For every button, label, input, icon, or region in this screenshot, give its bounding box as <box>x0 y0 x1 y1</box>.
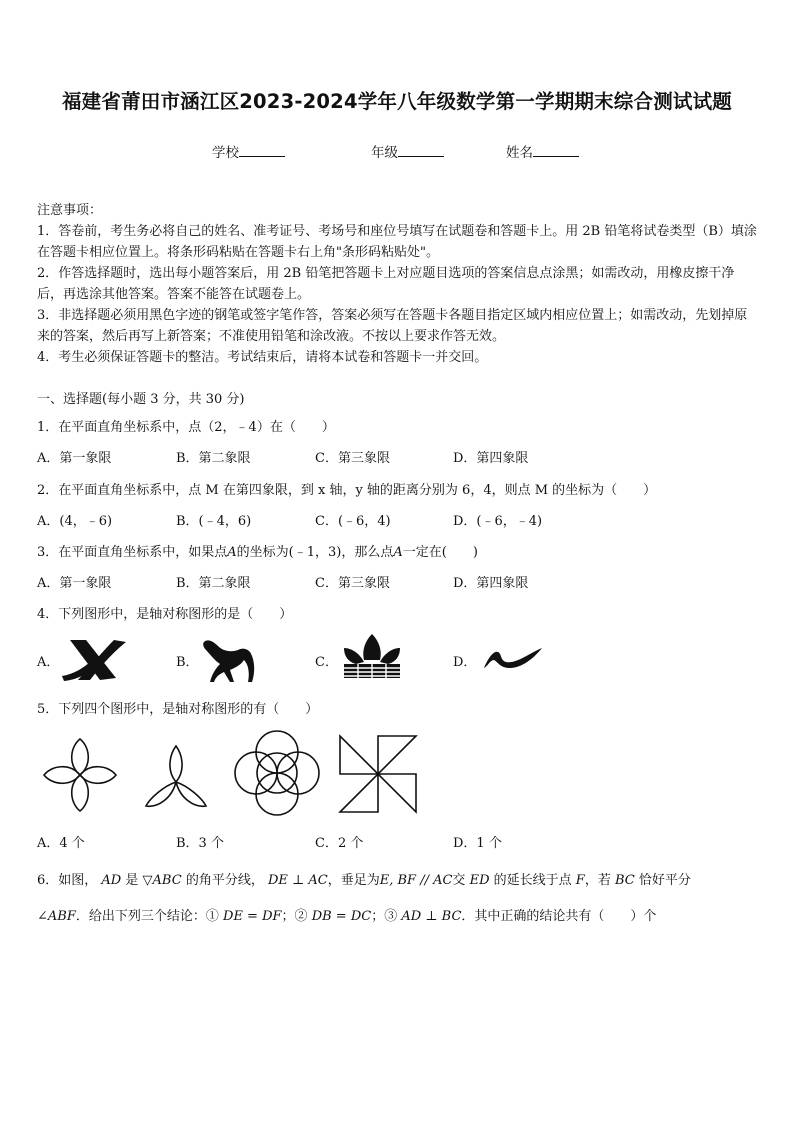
math-expr: F <box>575 873 585 888</box>
section-heading: 一、选择题(每小题 3 分，共 30 分) <box>37 392 245 407</box>
option-c[interactable]: C． <box>315 655 338 670</box>
option-a[interactable]: A．(4，﹣6) <box>37 514 113 529</box>
puma-logo-icon <box>198 636 258 684</box>
name-label: 姓名 <box>506 145 533 161</box>
stem-text: 恰好平分 <box>638 873 691 888</box>
math-expr: DE ⊥ AC <box>267 873 328 888</box>
notice-item: 2．作答选择题时，选出每小题答案后，用 2B 铅笔把答题卡上对应题目选项的答案信息点涂黑；如需改动，用橡皮擦干净后，再选涂其他答案。答案不能答在试题卷上。 <box>37 266 735 302</box>
question-stem <box>37 541 478 560</box>
school-blank[interactable] <box>239 144 285 157</box>
math-expr: DB = DC <box>311 909 372 924</box>
math-var: A <box>227 545 237 560</box>
option-d[interactable]: D．第四象限 <box>453 576 529 591</box>
option-a[interactable]: A．4 个 <box>37 836 85 851</box>
math-expr: ED <box>469 873 490 888</box>
option-c[interactable]: C．2 个 <box>315 836 364 851</box>
stem-text: ；② <box>281 909 308 924</box>
option-b[interactable]: B．3 个 <box>176 836 224 851</box>
option-d[interactable]: D．(﹣6，﹣4) <box>453 514 543 529</box>
option-c[interactable]: C．第三象限 <box>315 576 390 591</box>
stem-text: ．给出下列三个结论：① <box>75 909 219 924</box>
option-a[interactable]: A．第一象限 <box>37 576 112 591</box>
option-c[interactable]: C．(﹣6，4) <box>315 514 391 529</box>
notice-item: 1．答卷前，考生务必将自己的姓名、准考证号、考场号和座位号填写在试题卷和答题卡上。用 2B 铅笔将试卷类型（B）填涂在答题卡相应位置上。将条形码粘贴在答题卡右上角"条形码粘贴处"。 <box>37 224 757 260</box>
li-ning-logo-icon <box>482 644 546 672</box>
exam-title: 福建省莆田市涵江区2023-2024学年八年级数学第一学期期末综合测试试题 <box>61 90 733 113</box>
question-stem: 5．下列四个图形中，是轴对称图形的有（ ） <box>37 702 319 717</box>
math-expr: E, BF // AC <box>379 873 453 888</box>
grade-label: 年级 <box>371 145 398 161</box>
option-c[interactable]: C．第三象限 <box>315 451 390 466</box>
option-b[interactable]: B．第二象限 <box>176 576 251 591</box>
math-expr: ∠ABF <box>37 909 76 924</box>
stem-text: 的延长线于点 <box>493 873 572 888</box>
name-blank[interactable] <box>533 144 579 157</box>
option-b[interactable]: B．第二象限 <box>176 451 251 466</box>
option-b[interactable]: B． <box>176 655 199 670</box>
pinwheel-icon <box>338 734 418 814</box>
option-b[interactable]: B．(﹣4，6) <box>176 514 252 529</box>
option-d[interactable]: D． <box>453 655 477 670</box>
stem-text: 是 <box>125 873 139 888</box>
stem-text: ．其中正确的结论共有（ ）个 <box>461 909 657 924</box>
school-field[interactable] <box>212 141 285 161</box>
stem-text: 一定在( ) <box>402 545 478 560</box>
name-field[interactable] <box>506 141 579 161</box>
stem-text: 的坐标为(﹣1，3)，那么点 <box>236 545 394 560</box>
option-d[interactable]: D．第四象限 <box>453 451 529 466</box>
adidas-trefoil-logo-icon <box>340 632 404 680</box>
stem-text: ，若 <box>584 873 611 888</box>
question-stem: 4．下列图形中，是轴对称图形的是（ ） <box>37 607 293 622</box>
four-circle-flower-icon <box>232 728 322 818</box>
notice-item: 3．非选择题必须用黑色字迹的钢笔或签字笔作答，答案必须写在答题卡各题目指定区域内相应位置上；如需改动，先划掉原来的答案，然后再写上新答案；不准使用铅笔和涂改液。不按以上要求作答无效。 <box>37 308 748 344</box>
option-a[interactable]: A．第一象限 <box>37 451 112 466</box>
stem-text: ；③ <box>371 909 398 924</box>
notice-heading: 注意事项： <box>37 203 103 218</box>
math-expr: BC <box>614 873 635 888</box>
option-d[interactable]: D．1 个 <box>453 836 502 851</box>
stem-text: 6．如图， <box>37 873 98 888</box>
three-petal-icon <box>136 742 216 814</box>
grade-field[interactable] <box>371 141 444 161</box>
question-stem: 2．在平面直角坐标系中，点 M 在第四象限，到 x 轴，y 轴的距离分别为 6，4，则点 M 的坐标为（ ） <box>37 483 657 498</box>
option-a[interactable]: A． <box>37 655 60 670</box>
x-logo-icon <box>60 638 128 682</box>
stem-text: 交 <box>452 873 466 888</box>
stem-text: 的角平分线， <box>185 873 264 888</box>
math-expr: AD <box>101 873 122 888</box>
math-expr: AD ⊥ BC <box>401 909 462 924</box>
question-stem-line2 <box>37 905 656 924</box>
math-expr: ▽ABC <box>142 873 182 888</box>
math-expr: DE = DF <box>223 909 282 924</box>
four-petal-flower-icon <box>40 735 120 815</box>
question-stem <box>37 869 691 888</box>
math-var: A <box>393 545 403 560</box>
stem-text: 3．在平面直角坐标系中，如果点 <box>37 545 228 560</box>
notice-item: 4．考生必须保证答题卡的整洁。考试结束后，请将本试卷和答题卡一并交回。 <box>37 350 488 365</box>
school-label: 学校 <box>212 145 239 161</box>
stem-text: ，垂足为 <box>327 873 380 888</box>
question-stem: 1．在平面直角坐标系中，点（2，﹣4）在（ ） <box>37 420 335 435</box>
grade-blank[interactable] <box>398 144 444 157</box>
